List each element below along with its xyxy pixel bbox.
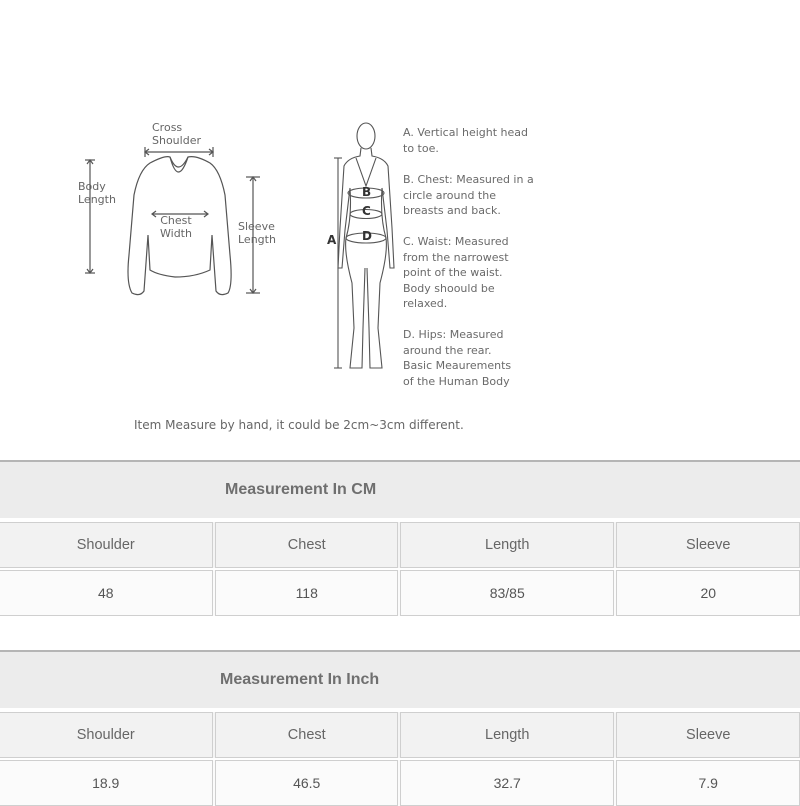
inch-header-length: Length xyxy=(400,712,614,758)
cm-table-title: Measurement In CM xyxy=(225,481,377,498)
cm-header-sleeve: Sleeve xyxy=(616,522,800,568)
cm-header-row xyxy=(0,520,800,568)
inch-value-chest: 46.5 xyxy=(215,760,398,806)
letter-c: C xyxy=(362,204,371,218)
measurement-note: Item Measure by hand, it could be 2cm~3cm different. xyxy=(134,418,464,432)
description-c: C. Waist: Measured from the narrowest point of the waist. Body shoould be relaxed. xyxy=(403,235,509,310)
inch-header-shoulder: Shoulder xyxy=(0,712,213,758)
cm-value-length: 83/85 xyxy=(400,570,614,616)
inch-header-sleeve: Sleeve xyxy=(616,712,800,758)
cm-value-shoulder: 48 xyxy=(0,570,213,616)
cm-value-chest: 118 xyxy=(215,570,398,616)
inch-header-row xyxy=(0,710,800,758)
letter-b: B xyxy=(362,185,372,199)
inch-table-title: Measurement In Inch xyxy=(220,671,380,688)
description-b: B. Chest: Measured in a circle around the breasts and back. xyxy=(403,173,534,217)
cm-values-row xyxy=(0,568,800,616)
inch-value-sleeve: 7.9 xyxy=(616,760,800,806)
cross-shoulder-label: Cross Shoulder xyxy=(152,121,201,147)
cm-header-length: Length xyxy=(400,522,614,568)
cm-table xyxy=(0,460,800,616)
cm-header-shoulder: Shoulder xyxy=(0,522,213,568)
body-sketch xyxy=(330,118,400,380)
cm-value-sleeve: 20 xyxy=(616,570,800,616)
description-d: D. Hips: Measured around the rear. Basic Meaurements of the Human Body xyxy=(403,328,512,388)
inch-header-chest: Chest xyxy=(215,712,398,758)
inch-value-shoulder: 18.9 xyxy=(0,760,213,806)
inch-table-title-bar xyxy=(0,650,800,710)
cm-table-title-bar xyxy=(0,460,800,520)
body-length-label: Body Length xyxy=(78,180,116,206)
cm-header-chest: Chest xyxy=(215,522,398,568)
chest-width-label: Chest Width xyxy=(160,214,192,240)
sleeve-length-label: Sleeve Length xyxy=(238,220,276,246)
inch-values-row xyxy=(0,758,800,806)
inch-table xyxy=(0,650,800,806)
inch-value-length: 32.7 xyxy=(400,760,614,806)
description-a: A. Vertical height head to toe. xyxy=(403,126,529,155)
letter-a: A xyxy=(327,233,337,247)
letter-d: D xyxy=(362,229,372,243)
